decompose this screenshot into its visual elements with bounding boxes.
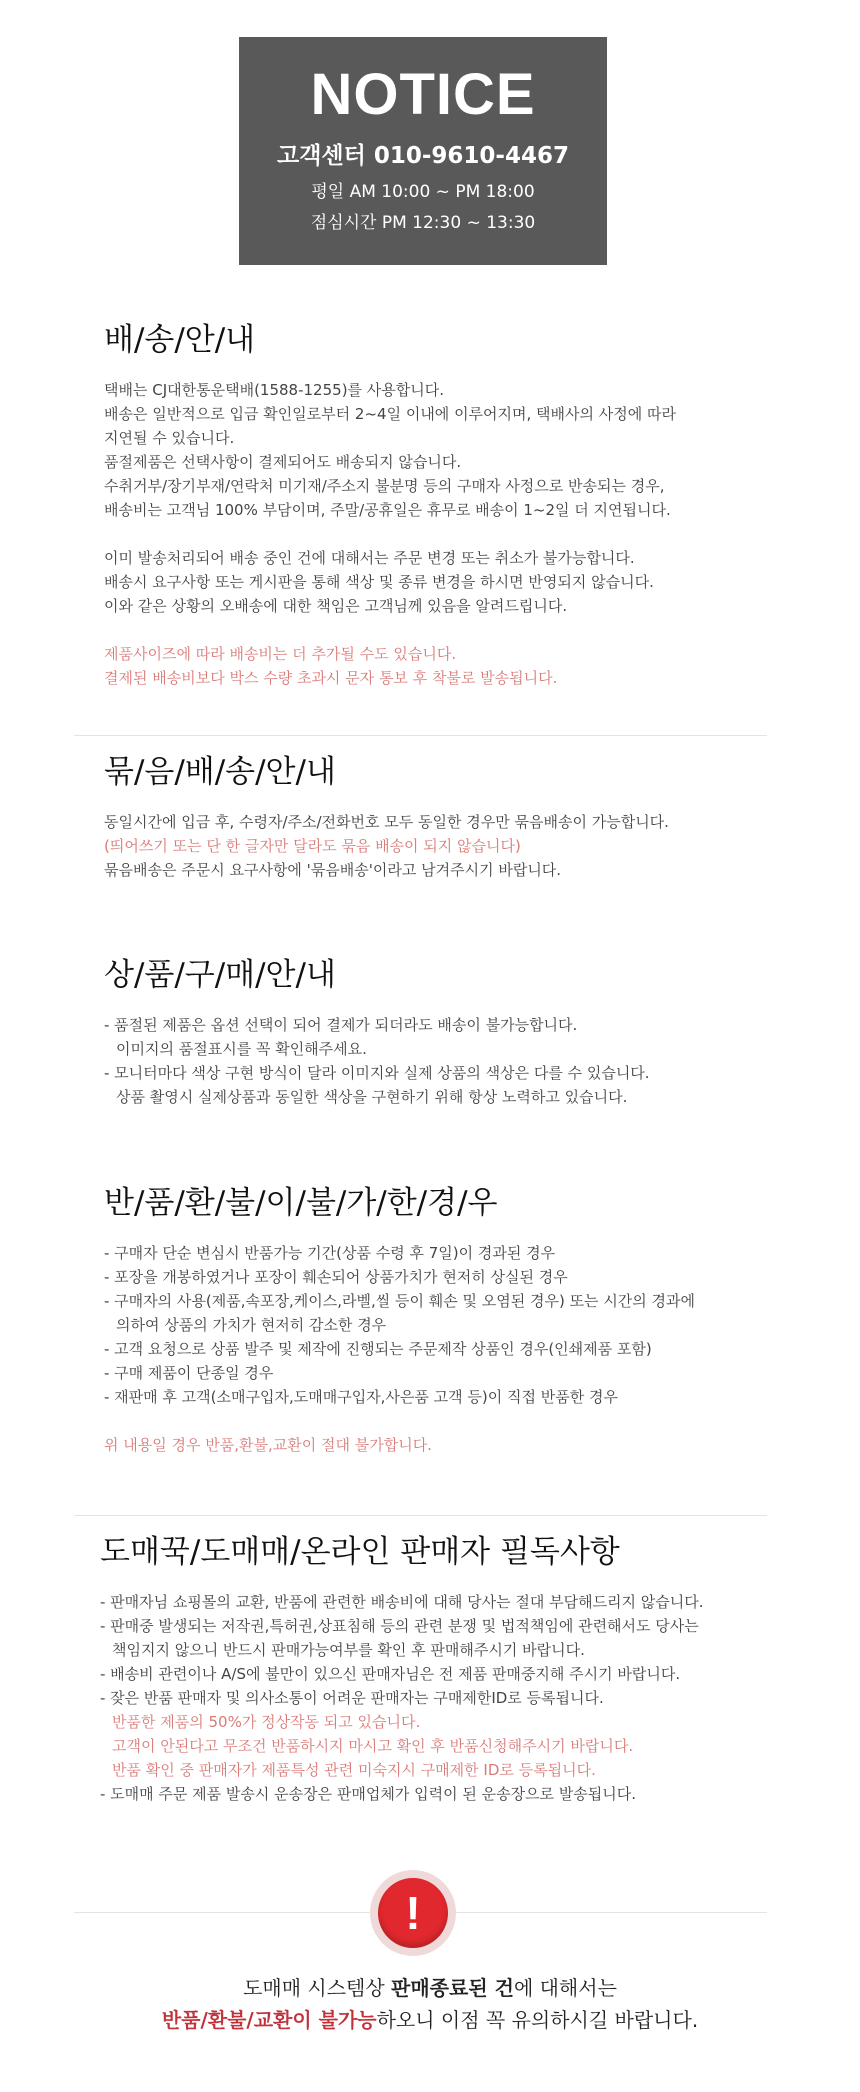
business-hours: 평일 AM 10:00 ~ PM 18:00 <box>311 182 535 202</box>
exclamation-icon: ! <box>378 1878 448 1948</box>
returns-section <box>104 1183 764 1457</box>
wholesale-line: - 배송비 관련이나 A/S에 불만이 있으신 판매자님은 전 제품 판매중지해 주시기 바랍니다. <box>100 1665 681 1683</box>
shipping-line: 배송은 일반적으로 입금 확인일로부터 2~4일 이내에 이루어지며, 택배사의 사정에 따라 <box>104 405 676 423</box>
returns-line: - 포장을 개봉하였거나 포장이 훼손되어 상품가치가 현저히 상실된 경우 <box>104 1268 568 1286</box>
purchase-line: 상품 촬영시 실제상품과 동일한 색상을 구현하기 위해 항상 노력하고 있습니다. <box>116 1088 628 1106</box>
shipping-line: 이와 같은 상황의 오배송에 대한 책임은 고객님께 있음을 알려드립니다. <box>104 597 568 615</box>
bundle-section <box>104 752 764 882</box>
final-warning: 반품/환불/교환이 불가능 <box>161 2008 377 2032</box>
wholesale-warning-line: 반품한 제품의 50%가 정상작동 되고 있습니다. <box>112 1713 421 1731</box>
final-notice-line1 <box>0 1972 860 2001</box>
purchase-line: 이미지의 품절표시를 꼭 확인해주세요. <box>116 1040 367 1058</box>
wholesale-line: - 잦은 반품 판매자 및 의사소통이 어려운 판매자는 구매제한ID로 등록됩니다. <box>100 1689 604 1707</box>
shipping-section <box>104 320 764 690</box>
customer-center-phone: 고객센터 010-9610-4467 <box>276 143 569 169</box>
purchase-line: - 품절된 제품은 옵션 선택이 되어 결제가 되더라도 배송이 불가능합니다. <box>104 1016 578 1034</box>
shipping-warning-line: 제품사이즈에 따라 배송비는 더 추가될 수도 있습니다. <box>104 645 457 663</box>
bundle-line: 묶음배송은 주문시 요구사항에 '묶음배송'이라고 남겨주시기 바랍니다. <box>104 861 562 879</box>
final-text: 도매매 시스템상 <box>243 1976 392 2000</box>
shipping-line: 배송비는 고객님 100% 부담이며, 주말/공휴일은 휴무로 배송이 1~2일 더 지연됩니다. <box>104 501 671 519</box>
shipping-line: 택배는 CJ대한통운택배(1588-1255)를 사용합니다. <box>104 381 445 399</box>
returns-line: - 고객 요청으로 상품 발주 및 제작에 진행되는 주문제작 상품인 경우(인쇄제품 포함) <box>104 1340 652 1358</box>
bundle-title: 묶/음/배/송/안/내 <box>104 754 336 790</box>
final-notice-line2 <box>0 2004 860 2033</box>
notice-title: NOTICE <box>310 62 536 127</box>
shipping-line: 수취거부/장기부재/연락처 미기재/주소지 불분명 등의 구매자 사정으로 반송되는 경우, <box>104 477 665 495</box>
returns-line: - 구매자 단순 변심시 반품가능 기간(상품 수령 후 7일)이 경과된 경우 <box>104 1244 556 1262</box>
wholesale-line: - 판매중 발생되는 저작권,특허권,상표침해 등의 관련 분쟁 및 법적책임에 관련해서도 당사는 <box>100 1617 699 1635</box>
wholesale-line: - 도매매 주문 제품 발송시 운송장은 판매업체가 입력이 된 운송장으로 발송됩니다. <box>100 1785 637 1803</box>
purchase-title: 상/품/구/매/안/내 <box>104 957 336 993</box>
returns-line: - 구매 제품이 단종일 경우 <box>104 1364 274 1382</box>
wholesale-warning-line: 반품 확인 중 판매자가 제품특성 관련 미숙지시 구매제한 ID로 등록됩니다. <box>112 1761 596 1779</box>
wholesale-line: 책임지지 않으니 반드시 판매가능여부를 확인 후 판매해주시기 바랍니다. <box>112 1641 585 1659</box>
wholesale-title: 도매꾹/도매매/온라인 판매자 필독사항 <box>100 1534 620 1570</box>
returns-line: - 재판매 후 고객(소매구입자,도매매구입자,사은품 고객 등)이 직접 반품한 경우 <box>104 1388 618 1406</box>
purchase-section <box>104 955 764 1109</box>
final-emphasis: 판매종료된 건 <box>391 1976 514 2000</box>
returns-title: 반/품/환/불/이/불/가/한/경/우 <box>104 1185 498 1221</box>
wholesale-section <box>100 1532 780 1806</box>
final-text: 에 대해서는 <box>513 1976 617 2000</box>
bundle-line: 동일시간에 입금 후, 수령자/주소/전화번호 모두 동일한 경우만 묶음배송이 가능합니다. <box>104 813 669 831</box>
returns-line: 의하여 상품의 가치가 현저히 감소한 경우 <box>116 1316 387 1334</box>
wholesale-warning-line: 고객이 안된다고 무조건 반품하시지 마시고 확인 후 반품신청해주시기 바랍니다. <box>112 1737 634 1755</box>
notice-box <box>239 37 607 265</box>
final-text: 하오니 이점 꼭 유의하시길 바랍니다. <box>376 2008 699 2032</box>
shipping-line: 품절제품은 선택사항이 결제되어도 배송되지 않습니다. <box>104 453 462 471</box>
shipping-warning-line: 결제된 배송비보다 박스 수량 초과시 문자 통보 후 착불로 발송됩니다. <box>104 669 558 687</box>
lunch-hours: 점심시간 PM 12:30 ~ 13:30 <box>310 213 536 233</box>
alert-badge <box>370 1870 456 1956</box>
returns-line: - 구매자의 사용(제품,속포장,케이스,라벨,씰 등이 훼손 및 오염된 경우) 또는 시간의 경과에 <box>104 1292 696 1310</box>
shipping-line: 배송시 요구사항 또는 게시판을 통해 색상 및 종류 변경을 하시면 반영되지 않습니다. <box>104 573 654 591</box>
returns-warning-line: 위 내용일 경우 반품,환불,교환이 절대 불가합니다. <box>104 1436 432 1454</box>
wholesale-line: - 판매자님 쇼핑몰의 교환, 반품에 관련한 배송비에 대해 당사는 절대 부담해드리지 않습니다. <box>100 1593 704 1611</box>
shipping-title: 배/송/안/내 <box>104 322 256 358</box>
shipping-line: 지연될 수 있습니다. <box>104 429 235 447</box>
divider <box>74 735 767 736</box>
divider <box>74 1515 767 1516</box>
bundle-warning-line: (띄어쓰기 또는 단 한 글자만 달라도 묶음 배송이 되지 않습니다) <box>104 837 521 855</box>
shipping-line: 이미 발송처리되어 배송 중인 건에 대해서는 주문 변경 또는 취소가 불가능합니다. <box>104 549 635 567</box>
purchase-line: - 모니터마다 색상 구현 방식이 달라 이미지와 실제 상품의 색상은 다를 수 있습니다. <box>104 1064 650 1082</box>
